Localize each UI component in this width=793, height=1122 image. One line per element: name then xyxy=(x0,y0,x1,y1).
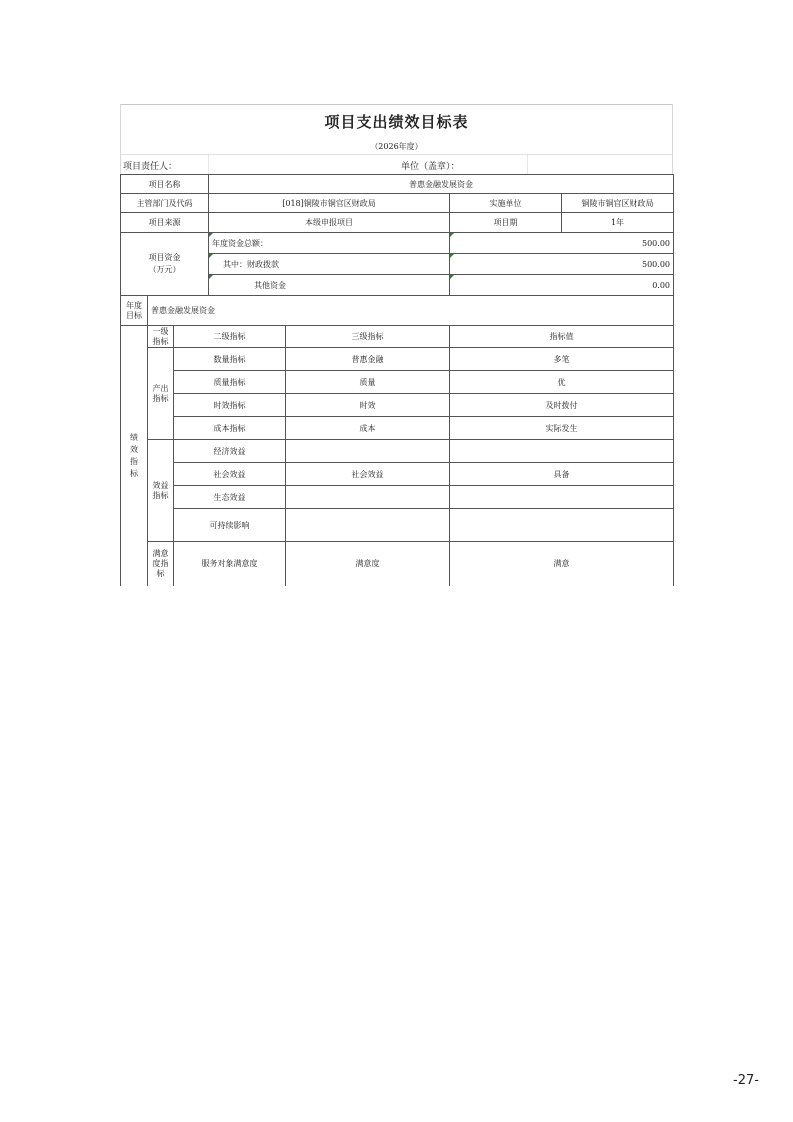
responsible-label: 项目责任人： xyxy=(123,162,178,172)
cell-marker-icon xyxy=(209,254,213,258)
satisfaction-level2: 服务对象满意度 xyxy=(174,542,286,586)
dept-row xyxy=(121,194,674,213)
cell-marker-icon xyxy=(450,275,454,279)
output-value: 实际发生 xyxy=(450,417,674,440)
output-row xyxy=(121,394,674,417)
output-level2: 数量指标 xyxy=(174,348,286,371)
page-number: -27- xyxy=(733,1073,759,1088)
project-name-value: 普惠金融发展资金 xyxy=(209,175,674,194)
output-value: 多笔 xyxy=(450,348,674,371)
satisfaction-row xyxy=(121,542,674,586)
benefit-value xyxy=(450,509,674,542)
benefit-level2: 社会效益 xyxy=(174,463,286,486)
cell-marker-icon xyxy=(209,275,213,279)
performance-target-sheet xyxy=(120,104,673,586)
output-level3: 普惠金融 xyxy=(286,348,450,371)
divider xyxy=(527,155,528,174)
info-table xyxy=(120,174,674,586)
output-row xyxy=(121,417,674,440)
benefit-level3 xyxy=(286,486,450,509)
benefit-label: 效益 指标 xyxy=(148,440,174,542)
benefit-row xyxy=(121,509,674,542)
benefit-level2: 生态效益 xyxy=(174,486,286,509)
impl-value: 铜陵市铜官区财政局 xyxy=(562,194,674,213)
output-level3: 时效 xyxy=(286,394,450,417)
source-row xyxy=(121,213,674,233)
funds-total-label: 年度资金总额： xyxy=(209,233,450,254)
header-level1: 一级 指标 xyxy=(148,326,174,348)
impl-label: 实施单位 xyxy=(450,194,562,213)
output-level2: 成本指标 xyxy=(174,417,286,440)
funds-total-row xyxy=(121,233,674,254)
period-label: 项目期 xyxy=(450,213,562,233)
responsible-line xyxy=(120,154,673,174)
benefit-value xyxy=(450,440,674,463)
benefit-level2: 经济效益 xyxy=(174,440,286,463)
funds-other-value: 0.00 xyxy=(450,275,674,296)
benefit-row xyxy=(121,486,674,509)
sheet-year: （2026年度） xyxy=(120,139,673,154)
benefit-row xyxy=(121,440,674,463)
divider xyxy=(208,155,209,174)
source-label: 项目来源 xyxy=(121,213,209,233)
period-value: 1年 xyxy=(562,213,674,233)
cell-marker-icon xyxy=(450,254,454,258)
benefit-level3 xyxy=(286,509,450,542)
funds-other-label: 其他资金 xyxy=(209,275,450,296)
perf-label: 绩 效 指 标 xyxy=(121,326,148,586)
cell-marker-icon xyxy=(209,233,213,237)
benefit-row xyxy=(121,463,674,486)
satisfaction-label: 满意 度指 标 xyxy=(148,542,174,586)
output-row xyxy=(121,348,674,371)
benefit-value: 具备 xyxy=(450,463,674,486)
funds-fiscal-label: 其中：财政拨款 xyxy=(209,254,450,275)
header-value: 指标值 xyxy=(450,326,674,348)
output-label: 产出 指标 xyxy=(148,348,174,440)
project-name-row xyxy=(121,175,674,194)
goal-label: 年度 目标 xyxy=(121,296,148,326)
funds-total-value: 500.00 xyxy=(450,233,674,254)
satisfaction-value: 满意 xyxy=(450,542,674,586)
output-level3: 成本 xyxy=(286,417,450,440)
unit-label: 单位（盖章）： xyxy=(401,162,460,172)
header-level2: 二级指标 xyxy=(174,326,286,348)
project-name-label: 项目名称 xyxy=(121,175,209,194)
output-level2: 质量指标 xyxy=(174,371,286,394)
cell-marker-icon xyxy=(450,233,454,237)
benefit-level3 xyxy=(286,440,450,463)
output-value: 及时拨付 xyxy=(450,394,674,417)
dept-value: [018]铜陵市铜官区财政局 xyxy=(209,194,450,213)
output-level2: 时效指标 xyxy=(174,394,286,417)
output-value: 优 xyxy=(450,371,674,394)
output-level3: 质量 xyxy=(286,371,450,394)
satisfaction-level3: 满意度 xyxy=(286,542,450,586)
benefit-level3: 社会效益 xyxy=(286,463,450,486)
benefit-level2: 可持续影响 xyxy=(174,509,286,542)
benefit-value xyxy=(450,486,674,509)
source-value: 本级申报项目 xyxy=(209,213,450,233)
dept-label: 主管部门及代码 xyxy=(121,194,209,213)
funds-fiscal-value: 500.00 xyxy=(450,254,674,275)
indicator-header-row xyxy=(121,326,674,348)
funds-label: 项目资金 （万元） xyxy=(121,233,209,296)
sheet-title: 项目支出绩效目标表 xyxy=(120,104,673,139)
goal-row xyxy=(121,296,674,326)
goal-value: 普惠金融发展资金 xyxy=(148,296,674,326)
header-level3: 三级指标 xyxy=(286,326,450,348)
output-row xyxy=(121,371,674,394)
